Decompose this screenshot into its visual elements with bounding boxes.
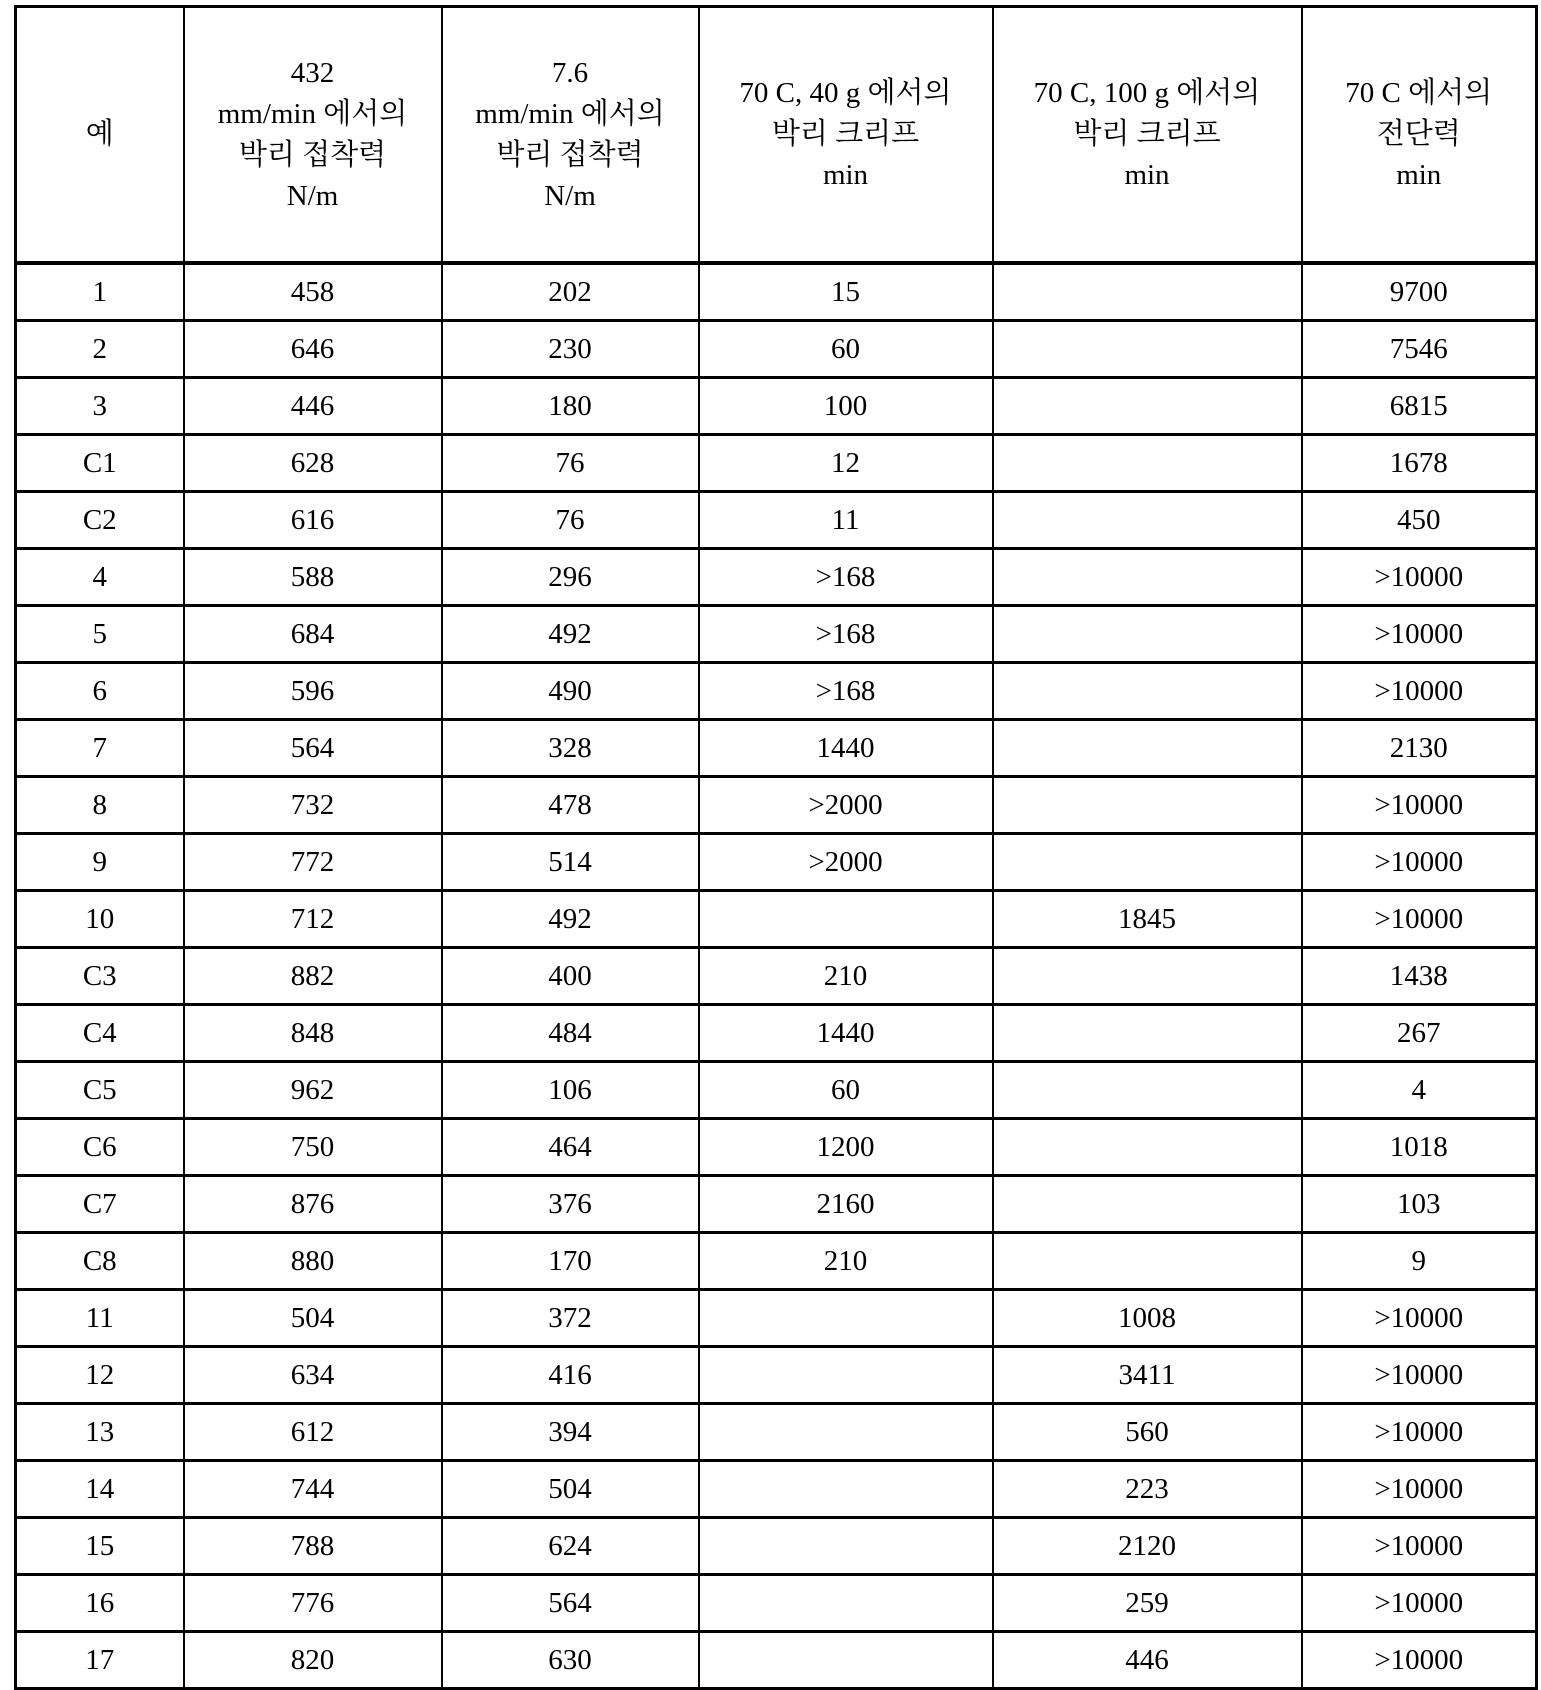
table-cell: 394 bbox=[442, 1404, 699, 1461]
table-cell: 446 bbox=[993, 1632, 1302, 1689]
table-cell bbox=[993, 777, 1302, 834]
table-cell: 458 bbox=[184, 263, 442, 321]
table-cell: >10000 bbox=[1302, 1347, 1537, 1404]
header-line: mm/min 에서의 bbox=[443, 94, 698, 135]
table-cell: 3 bbox=[16, 378, 184, 435]
table-cell: 5 bbox=[16, 606, 184, 663]
table-cell: >10000 bbox=[1302, 1290, 1537, 1347]
table-cell bbox=[993, 549, 1302, 606]
table-cell: 490 bbox=[442, 663, 699, 720]
table-cell: C2 bbox=[16, 492, 184, 549]
table-cell bbox=[699, 1632, 993, 1689]
table-cell: C6 bbox=[16, 1119, 184, 1176]
table-row bbox=[16, 663, 1537, 720]
table-cell: 876 bbox=[184, 1176, 442, 1233]
table-row bbox=[16, 378, 1537, 435]
table-cell: 630 bbox=[442, 1632, 699, 1689]
table-cell: 588 bbox=[184, 549, 442, 606]
table-cell bbox=[993, 720, 1302, 777]
table-cell: 1438 bbox=[1302, 948, 1537, 1005]
table-cell bbox=[699, 1347, 993, 1404]
table-cell: 464 bbox=[442, 1119, 699, 1176]
header-line: 예 bbox=[17, 114, 183, 155]
table-cell: 504 bbox=[184, 1290, 442, 1347]
table-cell: 16 bbox=[16, 1575, 184, 1632]
table-cell: 712 bbox=[184, 891, 442, 948]
table-cell: C4 bbox=[16, 1005, 184, 1062]
table-row bbox=[16, 1404, 1537, 1461]
table-cell: 2120 bbox=[993, 1518, 1302, 1575]
table-cell: 400 bbox=[442, 948, 699, 1005]
header-line: 박리 크리프 bbox=[700, 114, 992, 155]
table-cell: 1008 bbox=[993, 1290, 1302, 1347]
table-cell: 210 bbox=[699, 1233, 993, 1290]
table-row bbox=[16, 1461, 1537, 1518]
table-cell: 788 bbox=[184, 1518, 442, 1575]
table-cell: >10000 bbox=[1302, 1632, 1537, 1689]
table-row bbox=[16, 777, 1537, 834]
table-cell: 4 bbox=[16, 549, 184, 606]
table-row bbox=[16, 1632, 1537, 1689]
table-cell: 744 bbox=[184, 1461, 442, 1518]
table-row bbox=[16, 1062, 1537, 1119]
table-row bbox=[16, 1290, 1537, 1347]
table-cell: 1018 bbox=[1302, 1119, 1537, 1176]
table-row bbox=[16, 891, 1537, 948]
column-header bbox=[993, 7, 1302, 264]
table-cell: 7 bbox=[16, 720, 184, 777]
table-cell: 103 bbox=[1302, 1176, 1537, 1233]
table-cell: 616 bbox=[184, 492, 442, 549]
table-cell: 2130 bbox=[1302, 720, 1537, 777]
table-cell: >10000 bbox=[1302, 834, 1537, 891]
table-cell bbox=[699, 1518, 993, 1575]
table-cell bbox=[699, 1404, 993, 1461]
table-cell bbox=[699, 891, 993, 948]
column-header bbox=[699, 7, 993, 264]
table-cell: 848 bbox=[184, 1005, 442, 1062]
header-line: 432 bbox=[185, 53, 441, 94]
table-cell: 210 bbox=[699, 948, 993, 1005]
table-cell: >2000 bbox=[699, 777, 993, 834]
table-cell: 15 bbox=[16, 1518, 184, 1575]
header-line: N/m bbox=[185, 176, 441, 217]
header-line: min bbox=[700, 155, 992, 196]
table-cell: 504 bbox=[442, 1461, 699, 1518]
table-cell: >10000 bbox=[1302, 549, 1537, 606]
table-cell: 100 bbox=[699, 378, 993, 435]
header-line: 70 C, 40 g 에서의 bbox=[700, 73, 992, 114]
table-row bbox=[16, 549, 1537, 606]
table-row bbox=[16, 263, 1537, 321]
table-cell: 230 bbox=[442, 321, 699, 378]
table-cell bbox=[993, 435, 1302, 492]
table-cell: 106 bbox=[442, 1062, 699, 1119]
table-cell: 646 bbox=[184, 321, 442, 378]
table-cell: 4 bbox=[1302, 1062, 1537, 1119]
table-cell: >10000 bbox=[1302, 1404, 1537, 1461]
table-cell bbox=[993, 1005, 1302, 1062]
table-cell: C1 bbox=[16, 435, 184, 492]
table-cell bbox=[993, 1233, 1302, 1290]
table-row bbox=[16, 606, 1537, 663]
table-cell: 180 bbox=[442, 378, 699, 435]
table-cell: >10000 bbox=[1302, 606, 1537, 663]
table-cell: >10000 bbox=[1302, 1461, 1537, 1518]
table-cell: 564 bbox=[442, 1575, 699, 1632]
table-cell: 514 bbox=[442, 834, 699, 891]
table-cell: 372 bbox=[442, 1290, 699, 1347]
table-cell: 492 bbox=[442, 606, 699, 663]
header-line: mm/min 에서의 bbox=[185, 94, 441, 135]
table-cell: 2160 bbox=[699, 1176, 993, 1233]
table-cell: 296 bbox=[442, 549, 699, 606]
header-line: 전단력 bbox=[1303, 114, 1536, 155]
table-cell: 8 bbox=[16, 777, 184, 834]
table-row bbox=[16, 435, 1537, 492]
table-cell: 560 bbox=[993, 1404, 1302, 1461]
table-cell: 223 bbox=[993, 1461, 1302, 1518]
table-cell: 820 bbox=[184, 1632, 442, 1689]
table-cell: C7 bbox=[16, 1176, 184, 1233]
table-cell: C8 bbox=[16, 1233, 184, 1290]
table-cell: 624 bbox=[442, 1518, 699, 1575]
table-cell: 10 bbox=[16, 891, 184, 948]
table-cell: 446 bbox=[184, 378, 442, 435]
table-cell: 76 bbox=[442, 492, 699, 549]
table-cell: 1440 bbox=[699, 1005, 993, 1062]
table-cell: >168 bbox=[699, 663, 993, 720]
table-cell: 13 bbox=[16, 1404, 184, 1461]
table-cell: 60 bbox=[699, 1062, 993, 1119]
table-row bbox=[16, 1005, 1537, 1062]
table-row bbox=[16, 1233, 1537, 1290]
table-cell: 750 bbox=[184, 1119, 442, 1176]
table-cell: >168 bbox=[699, 606, 993, 663]
table-cell: 1200 bbox=[699, 1119, 993, 1176]
table-cell: 772 bbox=[184, 834, 442, 891]
header-line: min bbox=[994, 155, 1301, 196]
header-line: N/m bbox=[443, 176, 698, 217]
table-cell bbox=[993, 1062, 1302, 1119]
table-cell bbox=[993, 378, 1302, 435]
table-row bbox=[16, 834, 1537, 891]
table-row bbox=[16, 492, 1537, 549]
column-header bbox=[442, 7, 699, 264]
table-cell: 11 bbox=[699, 492, 993, 549]
table-cell: 328 bbox=[442, 720, 699, 777]
table-cell: 6815 bbox=[1302, 378, 1537, 435]
table-cell bbox=[993, 321, 1302, 378]
table-cell: 12 bbox=[16, 1347, 184, 1404]
table-cell: 6 bbox=[16, 663, 184, 720]
table-cell bbox=[699, 1575, 993, 1632]
table-cell bbox=[993, 606, 1302, 663]
table-cell: 9 bbox=[16, 834, 184, 891]
header-row bbox=[16, 7, 1537, 264]
table-cell: >10000 bbox=[1302, 663, 1537, 720]
table-cell: 1845 bbox=[993, 891, 1302, 948]
table-cell: 7546 bbox=[1302, 321, 1537, 378]
table-cell bbox=[993, 492, 1302, 549]
header-line: 박리 크리프 bbox=[994, 114, 1301, 155]
table-cell: 1440 bbox=[699, 720, 993, 777]
table-cell: 962 bbox=[184, 1062, 442, 1119]
table-cell: 15 bbox=[699, 263, 993, 321]
table-cell: 596 bbox=[184, 663, 442, 720]
table-cell bbox=[993, 1176, 1302, 1233]
table-cell: 776 bbox=[184, 1575, 442, 1632]
header-line: 박리 접착력 bbox=[185, 135, 441, 176]
table-cell: >10000 bbox=[1302, 891, 1537, 948]
table-cell: 612 bbox=[184, 1404, 442, 1461]
table-cell: 170 bbox=[442, 1233, 699, 1290]
table-cell: 11 bbox=[16, 1290, 184, 1347]
table-cell: 259 bbox=[993, 1575, 1302, 1632]
table-row bbox=[16, 720, 1537, 777]
header-line: min bbox=[1303, 155, 1536, 196]
column-header bbox=[16, 7, 184, 264]
table-cell: 9700 bbox=[1302, 263, 1537, 321]
table-row bbox=[16, 1347, 1537, 1404]
table-cell: 17 bbox=[16, 1632, 184, 1689]
table-row bbox=[16, 948, 1537, 1005]
table-cell bbox=[993, 663, 1302, 720]
table-cell: 732 bbox=[184, 777, 442, 834]
table-cell bbox=[699, 1461, 993, 1518]
table-cell: 76 bbox=[442, 435, 699, 492]
table-cell: 60 bbox=[699, 321, 993, 378]
table-cell: 202 bbox=[442, 263, 699, 321]
table-row bbox=[16, 321, 1537, 378]
table-row bbox=[16, 1518, 1537, 1575]
table-cell: >10000 bbox=[1302, 1518, 1537, 1575]
table-cell bbox=[993, 834, 1302, 891]
table-cell: 2 bbox=[16, 321, 184, 378]
table-cell: 684 bbox=[184, 606, 442, 663]
table-cell: 267 bbox=[1302, 1005, 1537, 1062]
table-cell: 1 bbox=[16, 263, 184, 321]
table-cell: >10000 bbox=[1302, 777, 1537, 834]
data-table bbox=[14, 5, 1538, 1690]
table-row bbox=[16, 1575, 1537, 1632]
table-cell bbox=[993, 948, 1302, 1005]
table-cell: C3 bbox=[16, 948, 184, 1005]
table-cell: >168 bbox=[699, 549, 993, 606]
table-row bbox=[16, 1119, 1537, 1176]
table-cell: 628 bbox=[184, 435, 442, 492]
table-row bbox=[16, 1176, 1537, 1233]
table-cell: 880 bbox=[184, 1233, 442, 1290]
column-header bbox=[1302, 7, 1537, 264]
table-cell: 14 bbox=[16, 1461, 184, 1518]
table-cell: C5 bbox=[16, 1062, 184, 1119]
table-cell: >2000 bbox=[699, 834, 993, 891]
table-cell: 484 bbox=[442, 1005, 699, 1062]
table-cell: 634 bbox=[184, 1347, 442, 1404]
table-cell: 376 bbox=[442, 1176, 699, 1233]
table-cell: 478 bbox=[442, 777, 699, 834]
table-cell: 882 bbox=[184, 948, 442, 1005]
header-line: 70 C 에서의 bbox=[1303, 73, 1536, 114]
table-cell bbox=[993, 263, 1302, 321]
table-cell bbox=[993, 1119, 1302, 1176]
header-line: 박리 접착력 bbox=[443, 135, 698, 176]
table-cell: 492 bbox=[442, 891, 699, 948]
table-cell: 1678 bbox=[1302, 435, 1537, 492]
table-cell: 12 bbox=[699, 435, 993, 492]
table-cell: 416 bbox=[442, 1347, 699, 1404]
table-cell: 564 bbox=[184, 720, 442, 777]
table-cell: 3411 bbox=[993, 1347, 1302, 1404]
table-cell: 450 bbox=[1302, 492, 1537, 549]
header-line: 70 C, 100 g 에서의 bbox=[994, 73, 1301, 114]
table-cell: >10000 bbox=[1302, 1575, 1537, 1632]
table-cell: 9 bbox=[1302, 1233, 1537, 1290]
table-cell bbox=[699, 1290, 993, 1347]
header-line: 7.6 bbox=[443, 53, 698, 94]
column-header bbox=[184, 7, 442, 264]
